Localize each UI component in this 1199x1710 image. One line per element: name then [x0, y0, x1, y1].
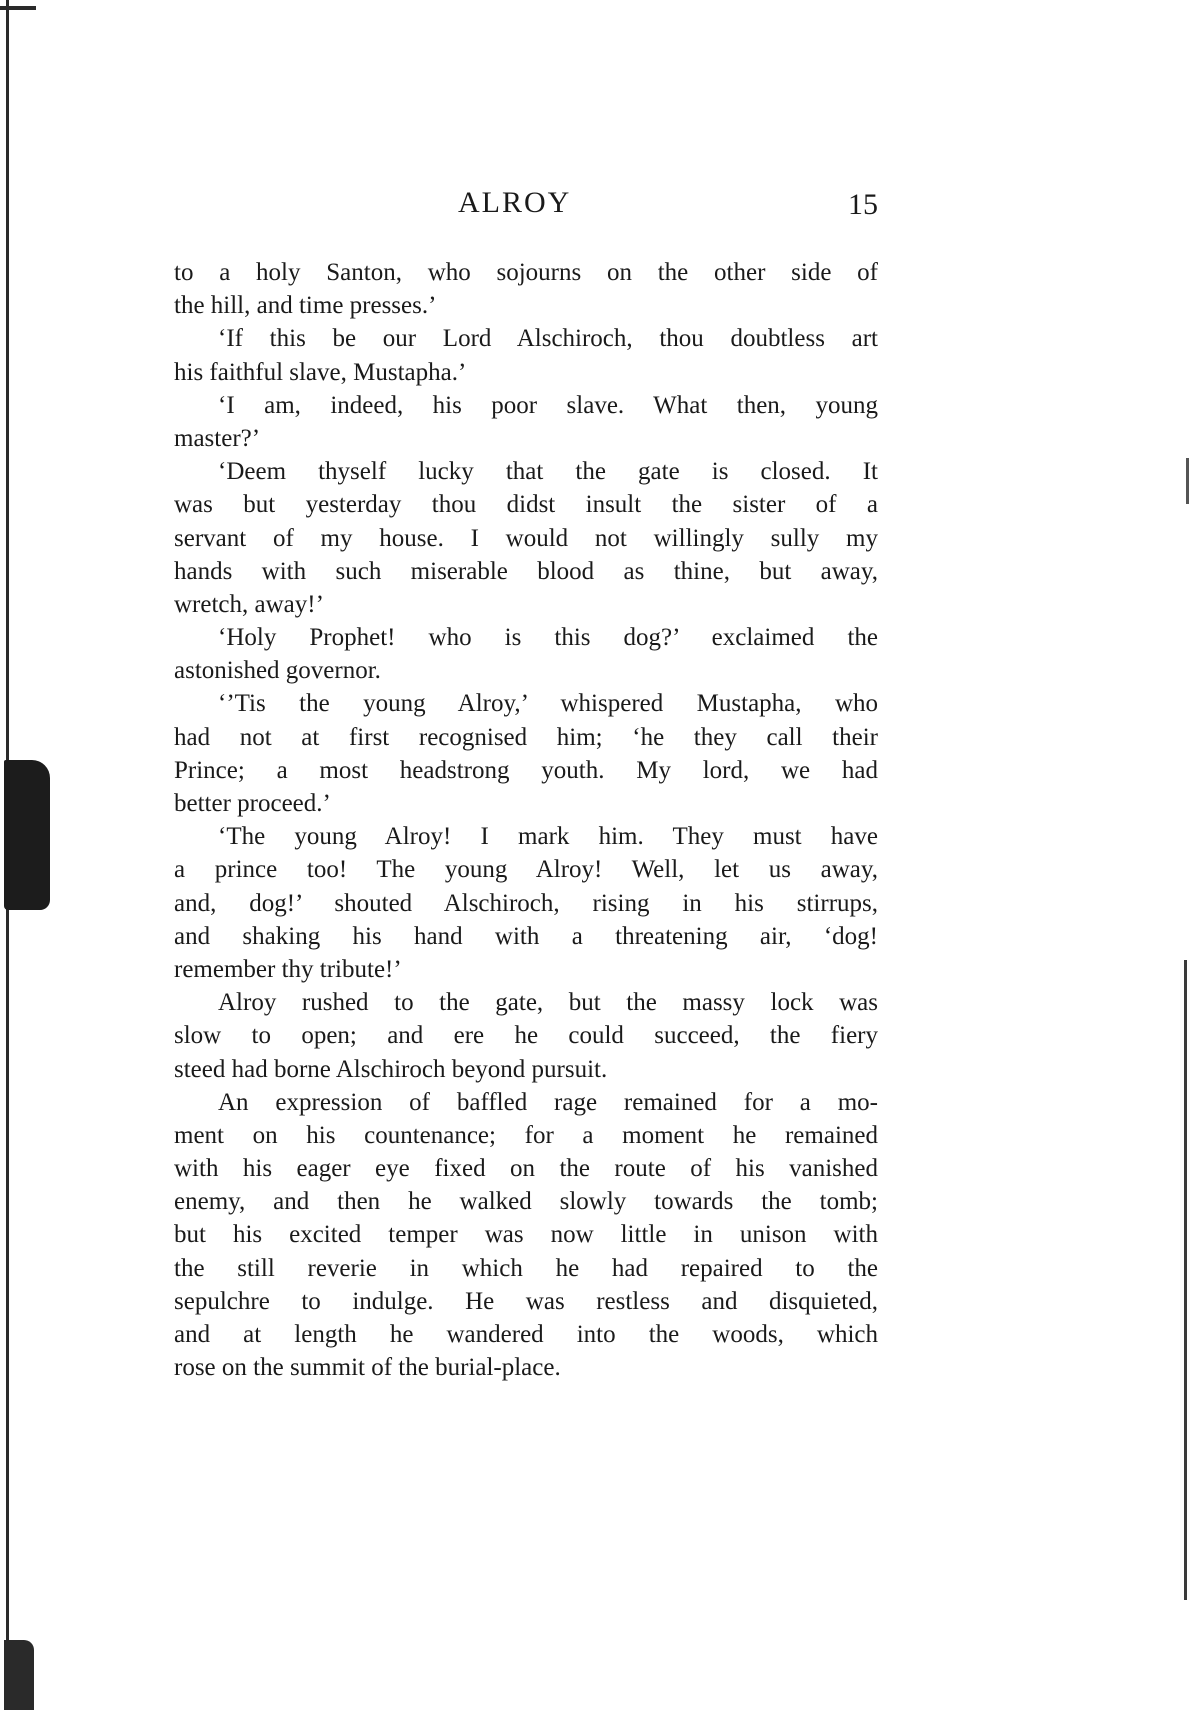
text-line: was but yesterday thou didst insult the sister of a: [174, 491, 878, 519]
body-text: [174, 256, 878, 1384]
text-line: the hill, and time presses.’: [174, 292, 437, 320]
text-line: ment on his countenance; for a moment he remained: [174, 1121, 878, 1149]
text-line: and at length he wandered into the woods, which: [174, 1321, 878, 1348]
text-line: steed had borne Alschiroch beyond pursuit.: [174, 1055, 608, 1083]
text-line: the still reverie in which he had repaired to the: [174, 1254, 878, 1282]
text-line: Prince; a most headstrong youth. My lord, we had: [174, 756, 878, 784]
text-line: rose on the summit of the burial-place.: [174, 1354, 561, 1382]
text-line: wretch, away!’: [174, 590, 324, 618]
text-line: astonished governor.: [174, 657, 381, 685]
text-line: servant of my house. I would not willingly sully my: [174, 524, 878, 552]
text-line: ‘Deem thyself lucky that the gate is closed. It: [218, 458, 878, 486]
text-line: ‘’Tis the young Alroy,’ whispered Mustapha, who: [218, 690, 878, 718]
running-title: ALROY: [458, 186, 572, 219]
running-head: [170, 186, 878, 230]
page-number: 15: [848, 188, 878, 221]
text-line: ‘If this be our Lord Alschiroch, thou doubtless art: [218, 325, 878, 353]
text-line: and, dog!’ shouted Alschiroch, rising in his stirrups,: [174, 889, 878, 917]
text-line: and shaking his hand with a threatening air, ‘dog!: [174, 922, 878, 950]
text-line: remember thy tribute!’: [174, 955, 402, 983]
text-line: An expression of baffled rage remained for a mo-: [218, 1088, 878, 1116]
text-line: enemy, and then he walked slowly towards the tomb;: [174, 1188, 878, 1216]
text-line: ‘The young Alroy! I mark him. They must have: [218, 823, 878, 851]
text-line: better proceed.’: [174, 790, 331, 817]
scan-edge-right-mark: [1186, 458, 1189, 504]
text-line: sepulchre to indulge. He was restless and disquieted,: [174, 1287, 878, 1315]
text-line: hands with such miserable blood as thine, but away,: [174, 557, 878, 585]
text-line: Alroy rushed to the gate, but the massy lock was: [218, 989, 878, 1017]
scan-corner-mark: [0, 6, 36, 10]
text-line: but his excited temper was now little in unison with: [174, 1221, 878, 1249]
text-line: a prince too! The young Alroy! Well, let us away,: [174, 856, 878, 884]
scan-ink-blot: [4, 760, 50, 910]
scan-edge-right: [1184, 960, 1187, 1600]
text-line: slow to open; and ere he could succeed, the fiery: [174, 1022, 878, 1050]
text-line: to a holy Santon, who sojourns on the other side of: [174, 259, 878, 286]
text-line: master?’: [174, 424, 261, 452]
text-line: ‘Holy Prophet! who is this dog?’ exclaimed the: [218, 624, 878, 652]
scan-ink-blot-bottom: [4, 1640, 34, 1710]
text-line: his faithful slave, Mustapha.’: [174, 358, 467, 386]
text-line: with his eager eye fixed on the route of his vanished: [174, 1155, 878, 1183]
text-line: had not at first recognised him; ‘he they call their: [174, 723, 878, 751]
text-line: ‘I am, indeed, his poor slave. What then, young: [218, 391, 878, 419]
